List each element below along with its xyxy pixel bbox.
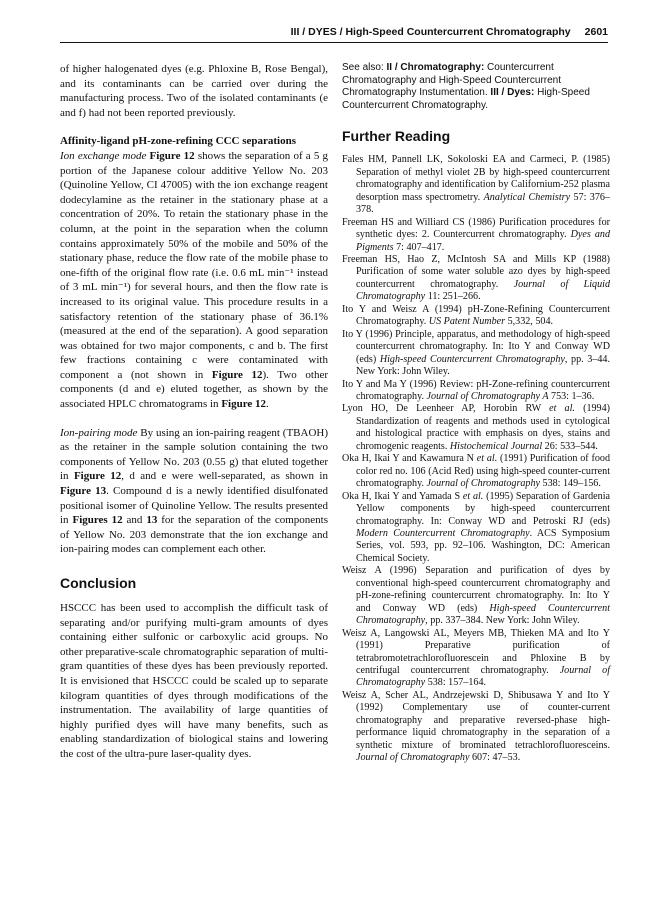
text-run: By using an ion-pairing reagent (TBAOH) as the retainer in the sample solution containing the two components of Yellow No. 203 (0.55 g) that eluted together in	[60, 426, 329, 483]
text-run: Dyes and Pigments	[356, 229, 610, 253]
text-run: (1995) Separation of Gardenia Yellow components by high-speed countercurrent chromatography. In: Conway WD and Petroski RJ (eds)	[356, 490, 610, 527]
running-header	[60, 26, 608, 43]
figure-13-link[interactable]: Figure 13	[60, 485, 107, 498]
reference-item	[342, 453, 610, 490]
paragraph-affinity	[60, 134, 328, 411]
text-run: et al.	[549, 403, 575, 415]
affinity-heading: Affinity-ligand pH-zone-refining CCC separations	[60, 135, 296, 148]
see-also-label: See also:	[342, 62, 387, 73]
paragraph-intro: of higher halogenated dyes (e.g. Phloxine B, Rose Bengal), and its contaminants can be carried over during the manufacturing process. Two of the isolated contaminants (e and f) had not been reported previously.	[60, 63, 328, 119]
text-run: 11: 251–266.	[425, 291, 481, 303]
text-run: 607: 47–53.	[469, 752, 521, 764]
text-run: ). Two other components (d and e) eluted together, as shown by the associated HPLC chromatograms in	[60, 368, 328, 411]
text-run: Journal of Chromatography	[356, 664, 610, 689]
text-run: Ito Y (1996) Principle, apparatus, and methodology of high-speed countercurrent chromatography. In: Ito Y and Conway WD (eds)	[342, 328, 610, 365]
text-run: Journal of Chromatography A	[426, 390, 549, 402]
text-run: for the separation of the components of Yellow No. 203 demonstrate that the ion exchange and ion-pairing modes can complement each other.	[60, 514, 328, 556]
text-run: Freeman HS, Hao Z, McIntosh SA and Mills KP (1988) Purification of some water soluble azo dyes by high-speed countercurrent chromatography.	[342, 254, 610, 290]
text-run: Journal of Liquid Chromatography	[356, 278, 610, 303]
figure-12-link[interactable]: Figure 12	[211, 368, 263, 381]
text-run: 5,332, 504.	[505, 316, 554, 328]
text-run: US Patent Number	[428, 316, 506, 328]
figure-13-link[interactable]: 13	[146, 514, 158, 527]
figure-12-link[interactable]: Figure 12	[73, 470, 122, 483]
text-run: High-speed Countercurrent Chromatography	[356, 602, 611, 627]
text-run: . ACS Symposium Series, vol. 593, pp. 92–106. Washington, DC: American Chemical Society.	[356, 527, 611, 564]
paragraph-ion-pairing	[60, 426, 328, 557]
text-run: Fales HM, Pannell LK, Sokoloski EA and Carmeci, P. (1985) Separation of methyl violet 2B by high-speed countercurrent chromatography and identification by Californium-252 plasma desorption mass spectrometry.	[342, 154, 610, 203]
reference-item	[342, 329, 610, 379]
reference-item	[342, 491, 610, 566]
text-run: 538: 157–164.	[425, 677, 487, 689]
text-run: and	[122, 514, 147, 527]
reference-list	[342, 154, 610, 764]
left-column	[60, 62, 328, 762]
text-run: Ito Y and Weisz A (1994) pH-Zone-Refining Countercurrent Chromatography.	[342, 303, 610, 328]
ion-exchange-subheading: Ion exchange mode	[60, 149, 147, 162]
conclusion-heading: Conclusion	[60, 575, 137, 591]
text-run: 538: 149–156.	[540, 478, 601, 490]
reference-item	[342, 304, 610, 329]
header-title: III / DYES / High-Speed Countercurrent Chromatography	[290, 26, 571, 38]
text-run: Modern Countercurrent Chromatography	[356, 527, 530, 539]
reference-item	[342, 628, 610, 690]
text-run: et al.	[476, 453, 498, 465]
see-also-link[interactable]: II / Chromatography:	[386, 62, 485, 73]
text-run: Weisz A (1996) Separation and purification of dyes by conventional high-speed countercurrent chromatography and pH-zone-refining countercurrent chromatography. In: Ito Y and Conway WD (eds)	[342, 565, 610, 614]
figure-12-link[interactable]: Figure 12	[221, 398, 267, 411]
text-run: Journal of Chromatography	[356, 752, 470, 764]
reference-item	[342, 254, 610, 304]
page-number: 2601	[584, 26, 608, 38]
text-run: Journal of Chromatography	[426, 478, 541, 490]
text-run: 57: 376–378.	[356, 191, 610, 216]
reference-item	[342, 565, 610, 627]
reference-item	[342, 379, 610, 404]
reference-item	[342, 217, 610, 254]
text-run: Lyon HO, De Leenheer AP, Horobin RW	[342, 403, 550, 415]
text-run: .	[266, 398, 269, 411]
text-run: Oka H, Ikai Y and Kawamura N	[342, 453, 477, 465]
text-run: 7: 407–417.	[393, 241, 445, 253]
text-run: High-speed Countercurrent Chromatography	[379, 353, 565, 365]
text-run: Analytical Chemistry	[483, 191, 571, 203]
text-run: Freeman HS and Williard CS (1986) Purification procedures for synthetic dyes: 2. Countercurrent chromatography.	[342, 216, 610, 241]
reference-item	[342, 403, 610, 453]
text-run: , pp. 3–44. New York: John Wiley.	[356, 353, 610, 378]
text-run: Weisz A, Langowski AL, Meyers MB, Thieken MA and Ito Y (1991) Preparative purification of tetrabromotetrachlorofluorescein and Phloxine B by centrifugal countercurrent chromatography.	[342, 627, 610, 676]
text-run: , pp. 337–384. New York: John Wiley.	[425, 615, 580, 627]
figure-12-link[interactable]: Figures 12	[72, 514, 123, 527]
text-run: Countercurrent Chromatography and High-Speed Countercurrent Chromatography Instumentation.	[342, 62, 562, 99]
text-run: 26: 533–544.	[542, 440, 598, 452]
ion-pairing-subheading: Ion-pairing mode	[60, 426, 138, 439]
text-run: et al.	[462, 490, 484, 502]
reference-item	[342, 690, 610, 765]
figure-12-link[interactable]: Figure 12	[149, 149, 195, 162]
text-run: Oka H, Ikai Y and Yamada S	[342, 490, 463, 502]
right-column	[342, 62, 610, 765]
text-run: , d and e were well-separated, as shown in	[121, 470, 328, 483]
text-run: Ito Y and Ma Y (1996) Review: pH-Zone-refining countercurrent chromatography.	[342, 378, 610, 402]
text-run: . Compound d is a newly identified disulfonated positional isomer of Quinoline Yellow. The results presented in	[60, 485, 328, 527]
text-run: High-Speed Countercurrent Chromatography.	[342, 87, 590, 111]
further-reading-heading: Further Reading	[342, 128, 451, 145]
text-run: (1991) Purification of food color red no. 106 (Acid Red) using high-speed counter-current chromatography.	[356, 453, 610, 490]
text-run: 753: 1–36.	[548, 390, 595, 402]
text-run: Weisz A, Scher AL, Andrzejewski D, Shibusawa Y and Ito Y (1992) Complementary use of counter-current chromatography and preparative reversed-phase high-performance liquid chromatography in the separation of a synthetic mixture of brominated tetrachlorofluoresceins.	[342, 689, 610, 751]
text-run: Histochemical Journal	[449, 440, 543, 452]
see-also-link[interactable]: III / Dyes:	[490, 87, 535, 99]
text-run: (1994) Standardization of reagents and methods used in cytological and histological practice with emphasis on dyes, stains and chromogenic reagents.	[356, 403, 610, 452]
see-also	[342, 62, 610, 112]
paragraph-conclusion: HSCCC has been used to accomplish the difficult task of separating and/or purifying multi-gram amounts of dyes containing either sulfonic or carboxylic acid groups. No other preparative-scale chromatographic separation of multi-gram quantities of these dyes has been previously reported. It is envisioned that HSCCC could be scaled up to separate kilogram quantities of dyes through modifications of the instrumentation. The availability of large quantities of highly purified dyes will have many benefits, such as enabling standardization of biological stains and lowering the cost of the ultra-pure laser-quality dyes.	[60, 602, 328, 760]
reference-item	[342, 154, 610, 216]
text-run: shows the separation of a 5 g portion of the Japanese colour additive Yellow No. 203 (Quinoline Yellow, CI 47005) with the ion exchange reagent dodecylamine as the retainer in the stationary phase at a concentration of 20%. To retain the stationary phase in the column, at the point in the separation when the column contains approximately 50% of the mobile and 50% of the stationary phase, reduce the flow rate of the mobile phase to one-fifth of the original flow rate (i.e. 0.6 mL min⁻¹ instead of 3 mL min⁻¹) for several hours, and then the flow rate is increased to its original value. This procedure results in a satisfactory retention of the stationary phase of 36.1% (measured at the end of the separation). A good separation was obtained for two major components, c and b. The first few fractions containing c were contaminated with component a (not shown in	[60, 149, 328, 381]
